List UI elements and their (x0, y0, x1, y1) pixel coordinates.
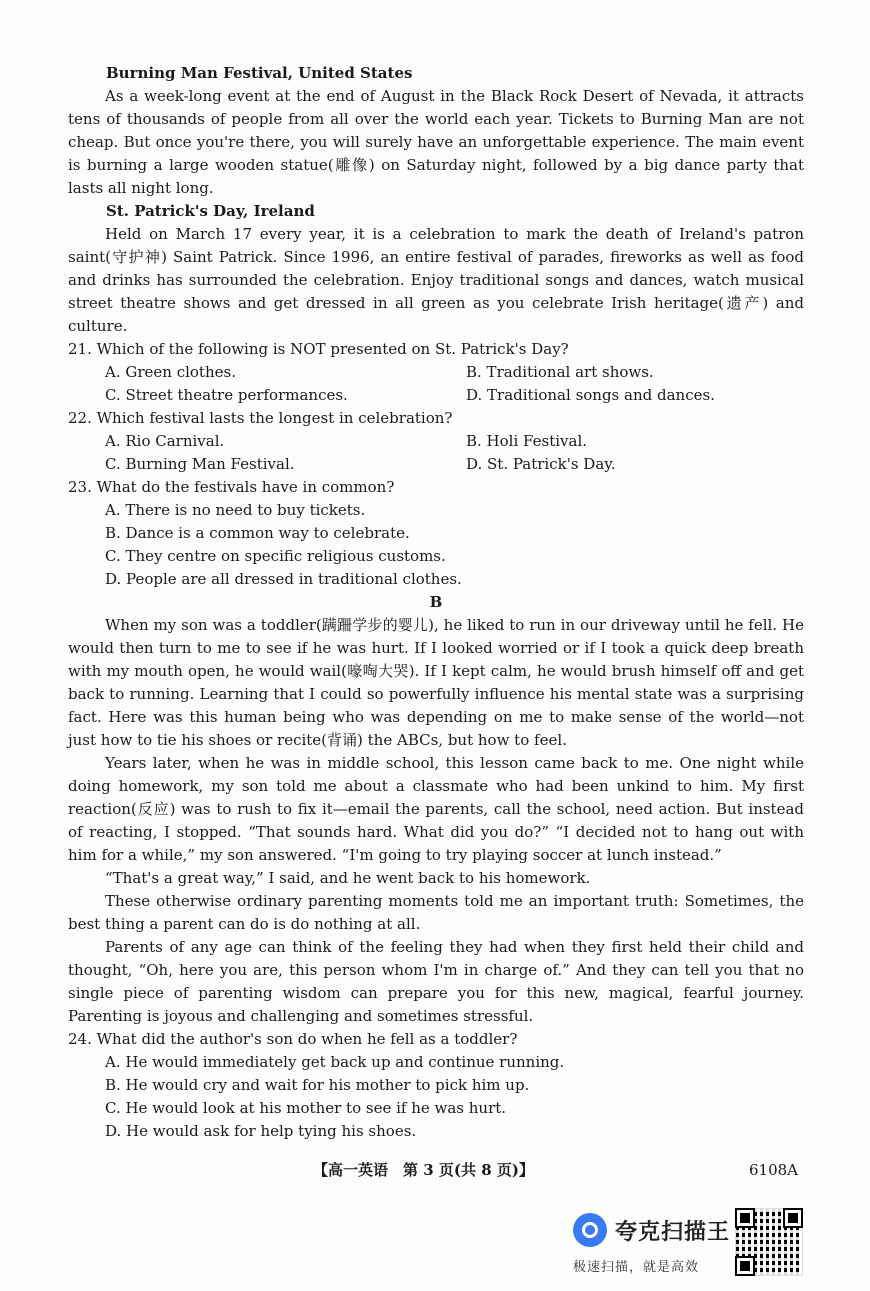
passage-b-paragraph: “That's a great way,” I said, and he went back to his homework. (105, 869, 591, 887)
festival-heading-st-patrick: St. Patrick's Day, Ireland (106, 202, 315, 220)
question-21-stem: 21. Which of the following is NOT presented on St. Patrick's Day? (68, 340, 569, 358)
question-24-options (68, 1051, 804, 1143)
option-a: A. He would immediately get back up and continue running. (105, 1053, 565, 1071)
festival-text-st-patrick: Held on March 17 every year, it is a celebration to mark the death of Ireland's patron saint(守护神) Saint Patrick. Since 1996, an entire festival of parades, fireworks as well as food and drinks has surrounded the celebration. Enjoy traditional songs and dances, watch musical street theatre shows and get dressed in all green as you celebrate Irish heritage(遗产) and culture. (68, 225, 804, 335)
option-d: D. People are all dressed in traditional clothes. (105, 570, 462, 588)
option-d: D. Traditional songs and dances. (466, 386, 715, 404)
option-d: D. He would ask for help tying his shoes. (105, 1122, 417, 1140)
passage-b-paragraph: Parents of any age can think of the feeling they had when they first held their child and thought, “Oh, here you are, this person whom I'm in charge of.” And they can tell you that no single piece of parenting wisdom can prepare you for this new, magical, fearful journey. Parenting is joyous and challenging and sometimes stressful. (68, 938, 804, 1025)
passage-b-paragraph: When my son was a toddler(蹒跚学步的婴儿), he liked to run in our driveway until he fell. He would then turn to me to see if he was hurt. If I looked worried or if I took a quick deep breath with my mouth open, he would wail(嚎啕大哭). If I kept calm, he would brush himself off and get back to running. Learning that I could so powerfully influence his mental state was a surprising fact. Here was this human being who was depending on me to make sense of the world—not just how to tie his shoes or recite(背诵) the ABCs, but how to feel. (68, 616, 804, 749)
festival-heading-burning-man: Burning Man Festival, United States (106, 64, 413, 82)
option-a: A. Green clothes. (105, 363, 236, 381)
question-24-stem: 24. What did the author's son do when he fell as a toddler? (68, 1030, 518, 1048)
question-23-options (68, 499, 804, 591)
option-a: A. There is no need to buy tickets. (105, 501, 366, 519)
option-b: B. Dance is a common way to celebrate. (105, 524, 410, 542)
question-21-options (68, 361, 804, 407)
paper-code: 6108A (749, 1161, 799, 1179)
option-c: C. They centre on specific religious customs. (105, 547, 446, 565)
festival-text-burning-man: As a week-long event at the end of August in the Black Rock Desert of Nevada, it attracts tens of thousands of people from all over the world each year. Tickets to Burning Man are not cheap. But once you're there, you will surely have an unforgettable experience. The main event is burning a large wooden statue(雕像) on Saturday night, followed by a big dance party that lasts all night long. (68, 87, 804, 197)
option-c: C. Burning Man Festival. (105, 455, 295, 473)
question-23-stem: 23. What do the festivals have in common? (68, 478, 395, 496)
option-a: A. Rio Carnival. (105, 432, 225, 450)
question-22-options (68, 430, 804, 476)
page-label: 【高一英语 第 3 页(共 8 页)】 (313, 1161, 534, 1179)
watermark-slogan: 极速扫描，就是高效 (573, 1260, 700, 1275)
passage-b-paragraph: These otherwise ordinary parenting moments told me an important truth: Sometimes, the best thing a parent can do is do nothing at all. (68, 892, 804, 933)
option-c: C. He would look at his mother to see if he was hurt. (105, 1099, 507, 1117)
qr-code-icon (736, 1209, 802, 1275)
question-22-stem: 22. Which festival lasts the longest in celebration? (68, 409, 453, 427)
quark-logo-icon (573, 1213, 607, 1247)
option-b: B. Holi Festival. (466, 432, 588, 450)
passage-b-paragraph: Years later, when he was in middle school, this lesson came back to me. One night while doing homework, my son told me about a classmate who had been unkind to him. My first reaction(反应) was to rush to fix it—email the parents, call the school, need action. But instead of reacting, I stopped. “That sounds hard. What did you do?” “I decided not to hang out with him for a while,” my son answered. “I'm going to try playing soccer at lunch instead.” (68, 754, 804, 864)
exam-page (68, 62, 804, 1143)
option-c: C. Street theatre performances. (105, 386, 348, 404)
section-b-label: B (429, 593, 443, 611)
option-b: B. He would cry and wait for his mother to pick him up. (105, 1076, 530, 1094)
option-b: B. Traditional art shows. (466, 363, 654, 381)
watermark-brand: 夸克扫描王 (615, 1220, 731, 1245)
option-d: D. St. Patrick's Day. (466, 455, 616, 473)
